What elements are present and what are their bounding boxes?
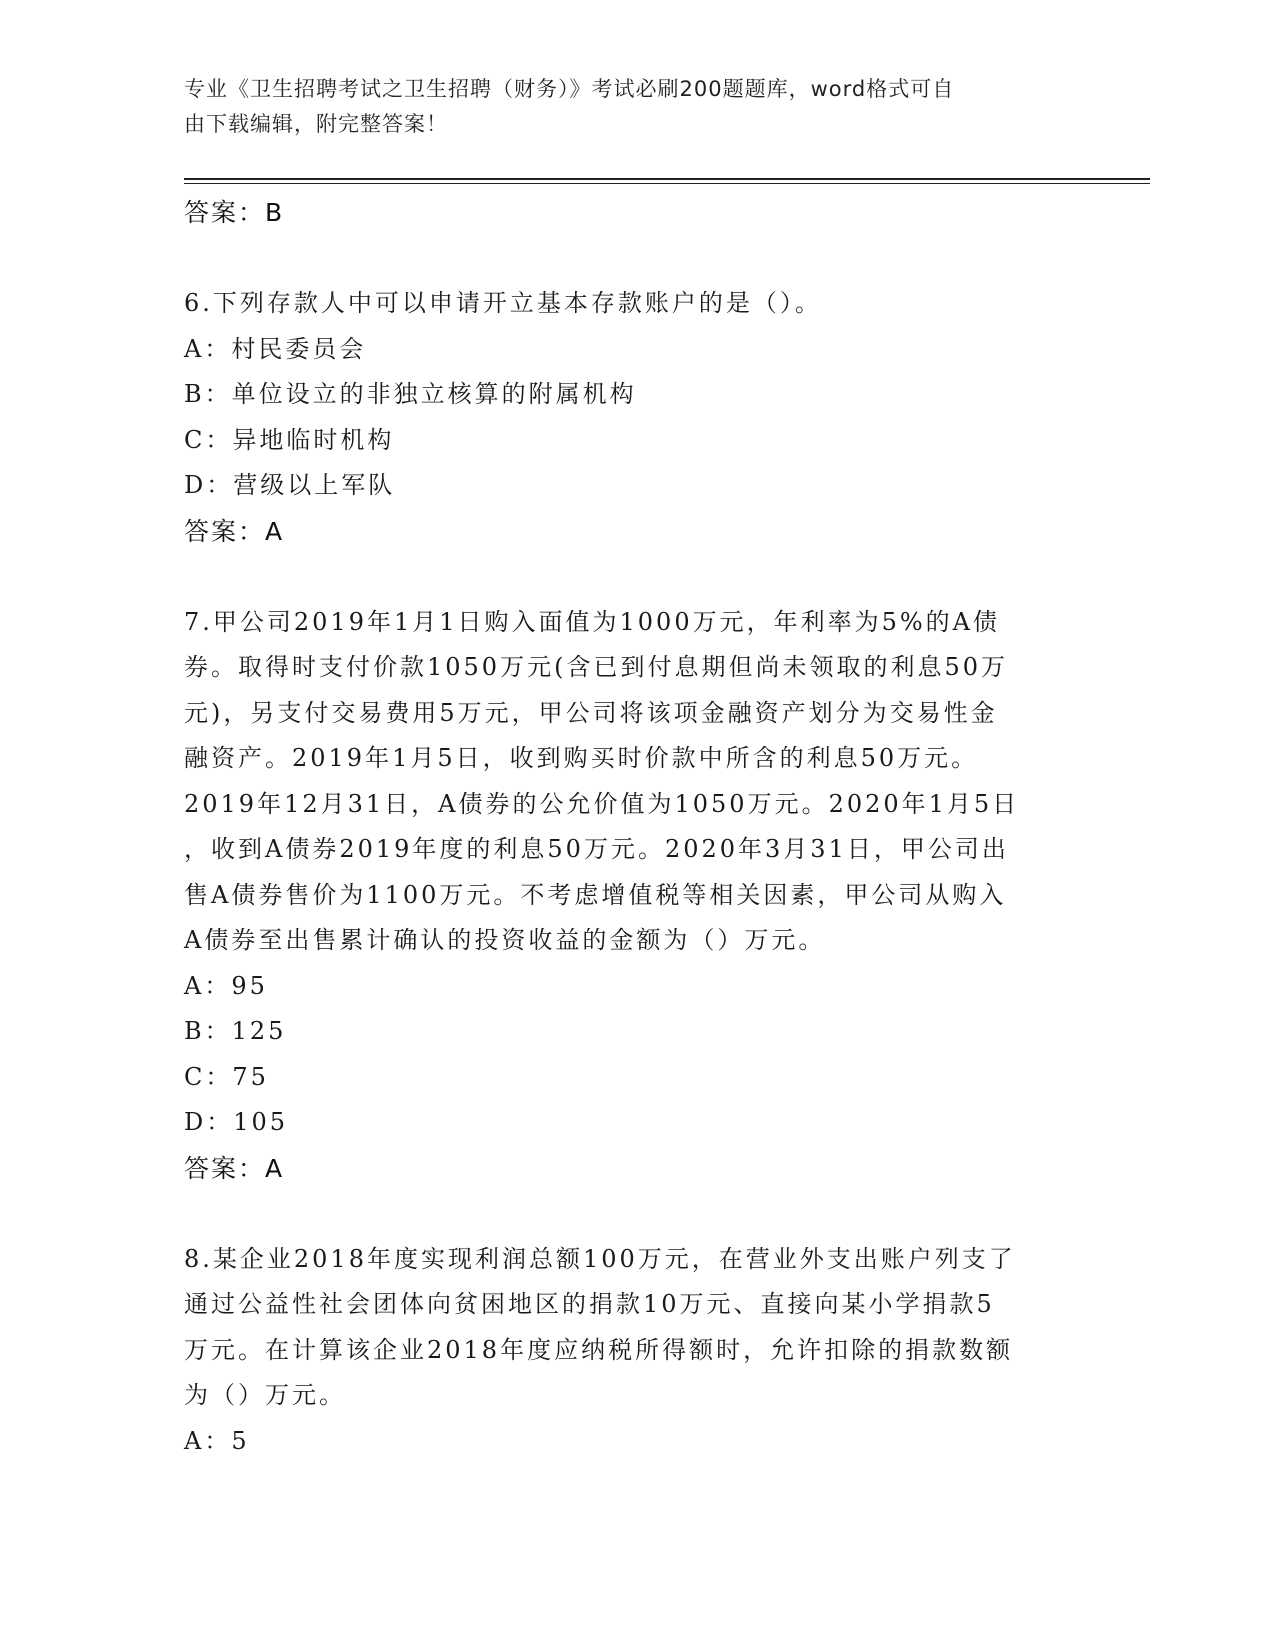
answer: 答案：A <box>184 1153 285 1183</box>
question-stem-line: 8.某企业2018年度实现利润总额100万元，在营业外支出账户列支了 <box>184 1244 1016 1273</box>
document-header <box>184 72 1064 142</box>
question-stem-line: 融资产。2019年1月5日，收到购买时价款中所含的利息50万元。 <box>184 744 979 772</box>
question-stem-line: A债券至出售累计确认的投资收益的金额为（）万元。 <box>184 926 826 954</box>
option-a: A：5 <box>184 1426 250 1455</box>
spacer <box>184 1191 1084 1237</box>
option-b: B：125 <box>184 1017 287 1045</box>
question-stem-line: 2019年12月31日，A债券的公允价值为1050万元。2020年1月5日 <box>184 789 1020 818</box>
question-stem-line: 为（）万元。 <box>184 1381 346 1409</box>
option-a: A：95 <box>184 971 268 1000</box>
question-8 <box>184 1237 1084 1465</box>
answer: 答案：A <box>184 516 285 546</box>
header-line-1: 专业《卫生招聘考试之卫生招聘（财务）》考试必刷200题题库，word格式可自 <box>184 77 955 101</box>
question-stem-line: 通过公益性社会团体向贫困地区的捐款10万元、直接向某小学捐款5 <box>184 1290 995 1318</box>
header-rule-thick <box>184 178 1150 180</box>
spacer <box>184 554 1084 600</box>
question-stem-line: 元)，另支付交易费用5万元，甲公司将该项金融资产划分为交易性金 <box>184 698 998 727</box>
question-stem-line: ，收到A债券2019年度的利息50万元。2020年3月31日，甲公司出 <box>184 835 1009 863</box>
question-7 <box>184 600 1084 1192</box>
question-stem-line: 7.甲公司2019年1月1日购入面值为1000万元，年利率为5%的A债 <box>184 607 1000 636</box>
question-6 <box>184 281 1084 554</box>
header-line-2: 由下载编辑，附完整答案！ <box>184 112 448 136</box>
question-content <box>184 190 1084 1464</box>
previous-answer: 答案：B <box>184 198 285 227</box>
option-b: B：单位设立的非独立核算的附属机构 <box>184 380 637 408</box>
question-stem: 6.下列存款人中可以申请开立基本存款账户的是（）。 <box>184 289 822 317</box>
option-a: A：村民委员会 <box>184 334 367 363</box>
option-c: C：75 <box>184 1062 269 1091</box>
question-stem-line: 券。取得时支付价款1050万元(含已到付息期但尚未领取的利息50万 <box>184 653 1008 681</box>
option-d: D：105 <box>184 1108 289 1136</box>
question-stem-line: 万元。在计算该企业2018年度应纳税所得额时，允许扣除的捐款数额 <box>184 1335 1014 1364</box>
option-d: D：营级以上军队 <box>184 471 396 499</box>
spacer <box>184 236 1084 282</box>
option-c: C：异地临时机构 <box>184 425 395 454</box>
header-rule-thin <box>184 183 1150 184</box>
question-stem-line: 售A债券售价为1100万元。不考虑增值税等相关因素，甲公司从购入 <box>184 880 1007 909</box>
